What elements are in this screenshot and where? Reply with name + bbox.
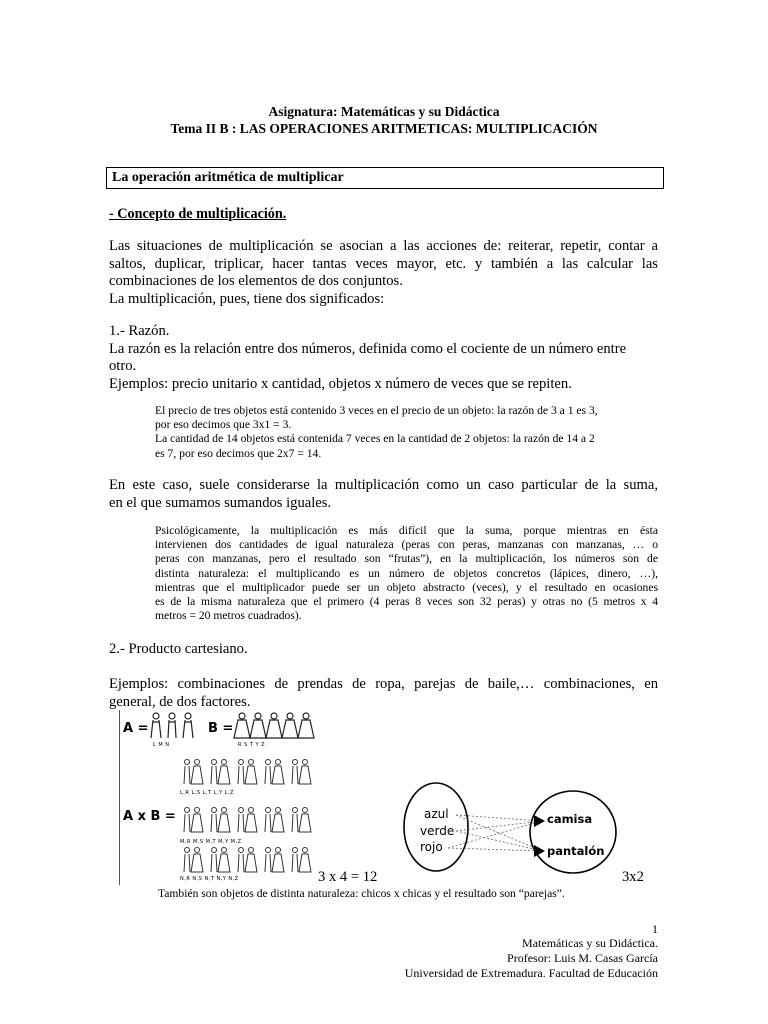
set-a-letters: L M N xyxy=(153,742,170,748)
person-icon-a1 xyxy=(151,713,161,738)
set-b-letters: R S T Y Z xyxy=(238,742,266,748)
psico-line-3: peras con manzanas, pero el resultado son “frutas”), en la multiplicación, los números son de xyxy=(155,552,658,566)
pair-figure-icon xyxy=(211,808,230,833)
pair-figure-icon xyxy=(184,760,203,785)
person-icon-b1 xyxy=(234,713,250,738)
razon-example-line-4: es 7, por eso decimos que 2x7 = 14. xyxy=(155,446,322,460)
pair-figure-icon xyxy=(184,848,203,873)
section-heading: - Concepto de multiplicación. xyxy=(109,206,287,222)
equation-left: 3 x 4 = 12 xyxy=(318,869,378,885)
pair-figure-icon xyxy=(265,808,284,833)
cartesian-figure xyxy=(119,710,318,885)
pair-figure-icon xyxy=(238,808,257,833)
producto-line-2: general, de dos factores. xyxy=(109,693,251,710)
pair-figure-icon xyxy=(238,760,257,785)
person-icon-a2 xyxy=(168,713,176,738)
arrow-rojo-pantalon xyxy=(448,848,542,851)
pair-figure-icon xyxy=(211,848,230,873)
razon-paragraph xyxy=(109,323,658,393)
razon-line-1: La razón es la relación entre dos números, definida como el cociente de un número entre xyxy=(109,340,627,357)
set-b-label: B = xyxy=(208,721,234,736)
razon-examples xyxy=(155,404,658,461)
psico-paragraph xyxy=(155,524,658,623)
figure-caption: También son objetos de distinta naturaleza: chicos x chicas y el resultado son “parejas”. xyxy=(158,887,565,900)
arrow-rojo-camisa xyxy=(448,821,542,848)
boxed-title: La operación aritmética de multiplicar xyxy=(106,167,664,189)
producto-line-1: Ejemplos: combinaciones de prendas de ropa, parejas de baile,… combinaciones, en xyxy=(109,676,658,692)
suma-paragraph xyxy=(109,477,658,512)
person-icon-a3 xyxy=(183,713,193,738)
intro-line-1: Las situaciones de multiplicación se asocian a las acciones de: reiterar, repetir, contar a xyxy=(109,238,658,254)
psico-line-5: mientras que el multiplicador puede ser un objeto abstracto (veces), y el resultado en ocasiones xyxy=(155,580,658,594)
arrow-verde-camisa xyxy=(456,821,542,831)
pair-figure-icon xyxy=(292,760,311,785)
razon-example-line-2: por eso decimos que 3x1 = 3. xyxy=(155,418,292,432)
pairs-row-2: M,R M,S M,T M,Y M,Z xyxy=(180,839,242,845)
suma-line-2: en el que sumamos sumandos iguales. xyxy=(109,494,332,511)
razon-example-line-3: La cantidad de 14 objetos está contenida 7 veces en la cantidad de 2 objetos: la razón de 14 a 2 xyxy=(155,432,595,446)
footer-line-2: Profesor: Luis M. Casas García xyxy=(507,951,658,965)
producto-heading: 2.- Producto cartesiano. xyxy=(109,641,248,657)
intro-line-2: saltos, duplicar, triplicar, hacer tantas veces mayor, etc. y también a las calcular las xyxy=(109,255,658,272)
producto-paragraph xyxy=(109,676,658,711)
arrowhead-pantalon-icon xyxy=(534,845,545,857)
pair-figure-icon xyxy=(265,848,284,873)
psico-line-1: Psicológicamente, la multiplicación es más difícil que la suma, porque mientras en ésta xyxy=(155,524,658,537)
color-item-1: azul xyxy=(424,807,449,821)
razon-heading: 1.- Razón. xyxy=(109,323,170,339)
garment-item-1: camisa xyxy=(547,812,593,826)
garment-item-2: pantalón xyxy=(547,844,605,858)
person-icon-b2 xyxy=(250,713,266,738)
person-icon-b5 xyxy=(298,713,314,738)
footer-line-3: Universidad de Extremadura. Facultad de Educación xyxy=(404,966,658,980)
intro-line-3: combinaciones de los elementos de dos conjuntos. xyxy=(109,273,403,289)
pair-figure-icon xyxy=(292,848,311,873)
person-icon-b3 xyxy=(266,713,282,738)
pairs-row-1: L,R L,S L,T L,Y L,Z xyxy=(180,790,234,796)
footer-page-number: 1 xyxy=(652,922,658,936)
equation-right: 3x2 xyxy=(622,869,644,885)
arrow-verde-pantalon xyxy=(456,831,542,851)
suma-line-1: En este caso, suele considerarse la multiplicación como un caso particular de la suma, xyxy=(109,477,658,493)
set-a-label: A = xyxy=(123,721,149,736)
garment-diagram xyxy=(398,775,620,875)
color-item-2: verde xyxy=(420,824,455,838)
razon-line-2: otro. xyxy=(109,358,137,374)
header-subject: Asignatura: Matemáticas y su Didáctica xyxy=(268,104,500,119)
pair-figure-icon xyxy=(292,808,311,833)
arrowhead-camisa-icon xyxy=(534,815,545,827)
footer-line-1: Matemáticas y su Didáctica. xyxy=(522,936,658,950)
pair-figure-icon xyxy=(265,760,284,785)
pair-figure-icon xyxy=(184,808,203,833)
pairs-row-3: N,R N,S N,T N,Y N,Z xyxy=(180,876,239,882)
razon-example-line-1: El precio de tres objetos está contenido 3 veces en el precio de un objeto: la razón de 3 a 1 es 3, xyxy=(155,404,598,417)
person-icon-b4 xyxy=(282,713,298,738)
figure-people-icon xyxy=(120,710,318,885)
razon-line-3: Ejemplos: precio unitario x cantidad, objetos x número de veces que se repiten. xyxy=(109,375,572,392)
pair-figure-icon xyxy=(211,760,230,785)
color-item-3: rojo xyxy=(420,840,443,854)
intro-paragraph xyxy=(109,238,658,308)
psico-line-2: intervienen dos cantidades de igual naturaleza (peras con peras, manzanas con manzanas, … o xyxy=(155,538,658,552)
product-label: A x B = xyxy=(123,809,176,824)
pair-figure-icon xyxy=(238,848,257,873)
psico-line-7: metros = 20 metros cuadrados). xyxy=(155,609,302,623)
psico-line-6: es de la misma naturaleza que el primero (4 peras 8 veces son 32 peras) y otras no (5 metros x 4 xyxy=(155,595,658,609)
psico-line-4: distinta naturaleza: el multiplicando es un número de objetos concretos (lápices, dinero, …), xyxy=(155,566,658,580)
garments-set-oval xyxy=(530,791,616,873)
intro-line-4: La multiplicación, pues, tiene dos significados: xyxy=(109,290,385,307)
header-topic: Tema II B : LAS OPERACIONES ARITMETICAS: MULTIPLICACIÓN xyxy=(170,121,598,136)
